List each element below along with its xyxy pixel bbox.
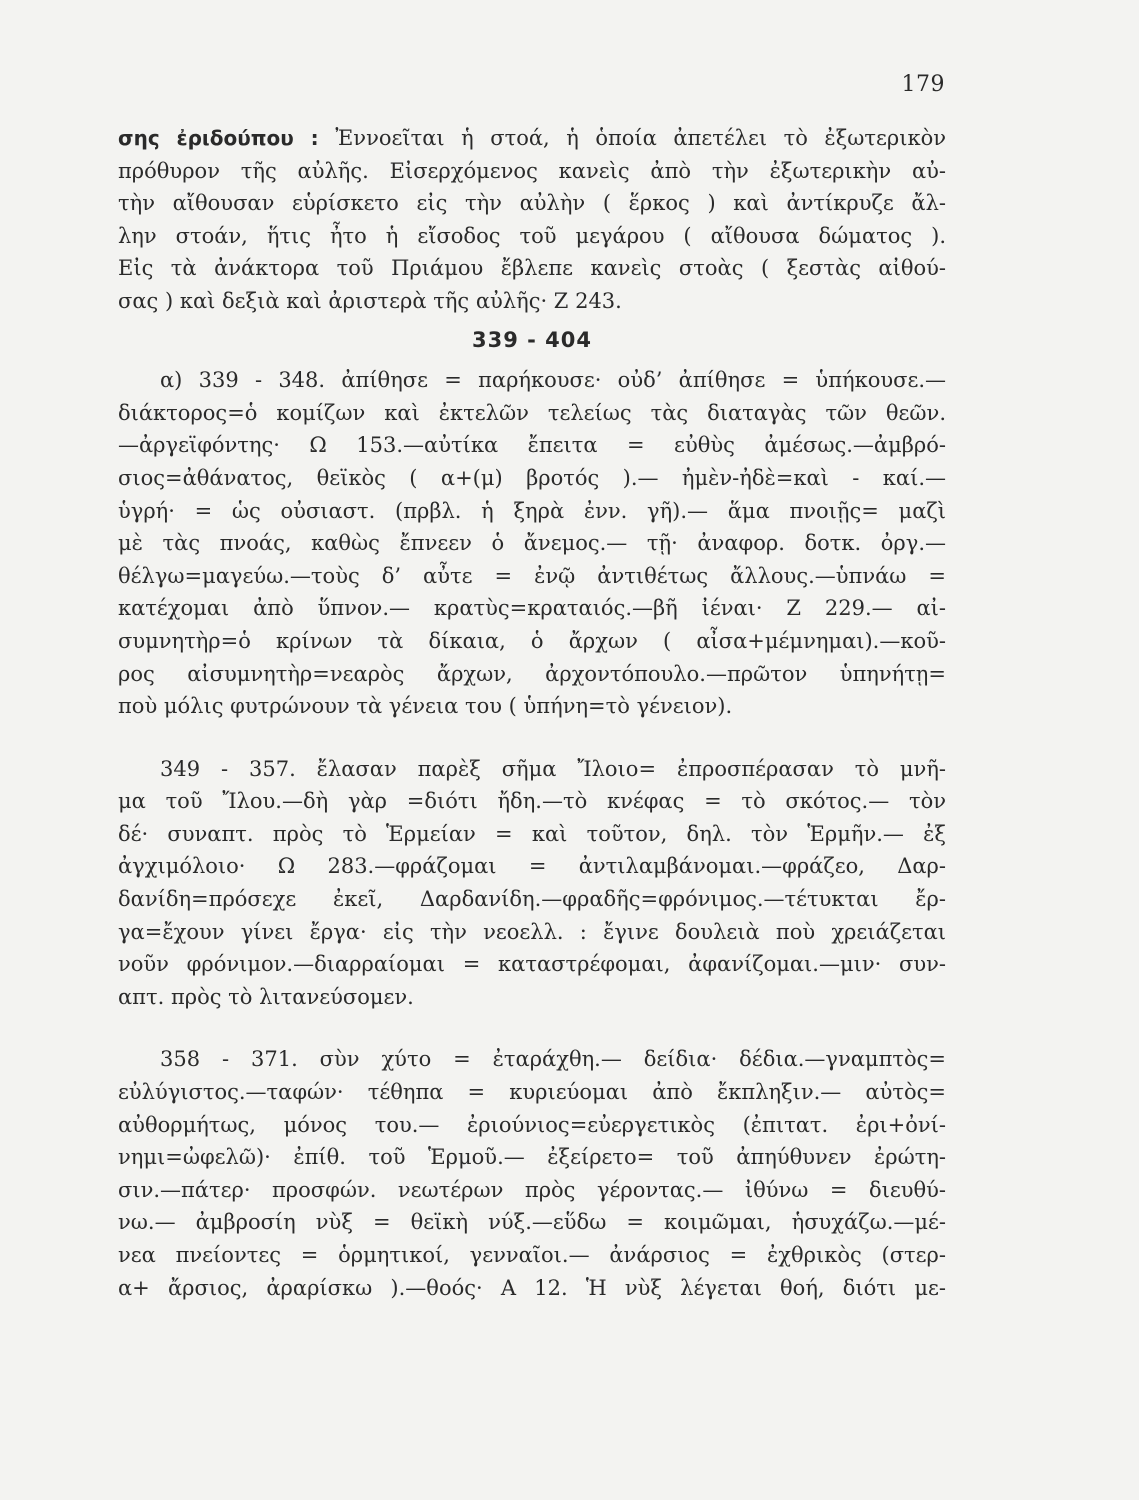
text-line: δανίδη=πρόσεχε ἐκεῖ, Δαρδανίδη.—φραδῆς=φρόνιμος.—τέτυκται ἔρ- <box>118 887 946 912</box>
line-text: σας ) καὶ δεξιὰ καὶ ἀριστερὰ τῆς αὐλῆς· Ζ 243. <box>118 288 622 313</box>
text-line: εὐλύγιστος.—ταφών· τέθηπα = κυριεύομαι ἀπὸ ἔκπληξιν.— αὐτὸς= <box>118 1080 946 1105</box>
text-line: μὲ τὰς πνοάς, καθὼς ἔπνεεν ὁ ἄνεμος.— τῇ· ἀναφορ. δοτκ. ὀργ.— <box>118 531 946 556</box>
line-text: πρόθυρον τῆς αὐλῆς. Εἰσερχόμενος κανεὶς ἀπὸ τὴν ἐξωτερικὴν αὐ- <box>118 158 946 183</box>
text-line: νημι=ὠφελῶ)· ἐπίθ. τοῦ Ἑρμοῦ.— ἐξείρετο= τοῦ ἀπηύθυνεν ἐρώτη- <box>118 1145 946 1170</box>
text-line <box>118 155 946 188</box>
line-text: Εἰς τὰ ἀνάκτορα τοῦ Πριάμου ἔβλεπε κανεὶς στοὰς ( ξεστὰς αἰθού- <box>118 256 946 281</box>
text-line <box>118 220 946 253</box>
line-text: λην στοάν, ἥτις ἦτο ἡ εἴσοδος τοῦ μεγάρου ( αἴθουσα δώματος ). <box>118 223 946 248</box>
text-line: σιος=ἀθάνατος, θεϊκὸς ( α+(μ) βροτός ).— ἠμὲν-ἠδὲ=καὶ - καί.— <box>118 465 946 490</box>
text-line: σιν.—πάτερ· προσφών. νεωτέρων πρὸς γέροντας.— ἰθύνω = διευθύ- <box>118 1177 946 1202</box>
text-line: 358 - 371. σὺν χύτο = ἐταράχθη.— δείδια· δέδια.—γναμπτὸς= <box>160 1047 946 1072</box>
paragraph-intro <box>118 122 946 318</box>
paragraph-358-371 <box>118 1043 946 1304</box>
line-text: Ἐννοεῖται ἡ στοά, ἡ ὁποία ἀπετέλει τὸ ἐξωτερικὸν <box>335 126 946 150</box>
page-number: 179 <box>901 72 945 97</box>
text-line: νοῦν φρόνιμον.—διαρραίομαι = καταστρέφομαι, ἀφανίζομαι.—μιν· συν- <box>118 952 946 977</box>
text-line: συμνητὴρ=ὁ κρίνων τὰ δίκαια, ὁ ἄρχων ( αἶσα+μέμνημαι).—κοῦ- <box>118 628 946 653</box>
text-line: α+ ἄρσιος, ἀραρίσκω ).—θοός· Α 12. Ἡ νὺξ λέγεται θοή, διότι με- <box>118 1275 946 1300</box>
text-line: απτ. πρὸς τὸ λιτανεύσομεν. <box>118 984 414 1009</box>
text-line: ὑγρή· = ὡς οὐσιαστ. (πρβλ. ἡ ξηρὰ ἐνν. γῆ).— ἅμα πνοιῇς= μαζὶ <box>118 498 946 523</box>
text-line: 349 - 357. ἔλασαν παρὲξ σῆμα Ἴλοιο= ἐπροσπέρασαν τὸ μνῆ- <box>160 756 946 781</box>
text-line: ποὺ μόλις φυτρώνουν τὰ γένεια του ( ὑπήνη=τὸ γένειον). <box>118 694 733 719</box>
text-line: νω.— ἀμβροσίη νὺξ = θεϊκὴ νύξ.—εὕδω = κοιμῶμαι, ἡσυχάζω.—μέ- <box>118 1210 946 1235</box>
text-line: κατέχομαι ἀπὸ ὕπνον.— κρατὺς=κραταιός.—βῆ ἰέναι· Ζ 229.— αἰ- <box>118 596 946 621</box>
text-line: μα τοῦ Ἴλου.—δὴ γὰρ =διότι ἤδη.—τὸ κνέφας = τὸ σκότος.— τὸν <box>118 789 946 814</box>
text-line: δέ· συναπτ. πρὸς τὸ Ἑρμείαν = καὶ τοῦτον, δηλ. τὸν Ἑρμῆν.— ἐξ <box>118 821 946 846</box>
paragraph-339-348 <box>118 364 946 723</box>
text-line: αὐθορμήτως, μόνος του.— ἐριούνιος=εὐεργετικὸς (ἐπιτατ. ἐρι+ὀνί- <box>118 1112 946 1137</box>
text-line <box>118 285 946 318</box>
text-line: νεα πνείοντες = ὁρμητικοί, γενναῖοι.— ἀνάρσιος = ἐχθρικὸς (στερ- <box>118 1243 946 1267</box>
text-line: διάκτορος=ὁ κομίζων καὶ ἐκτελῶν τελείως τὰς διαταγὰς τῶν θεῶν. <box>118 400 946 425</box>
text-line: —ἀργεϊφόντης· Ω 153.—αὐτίκα ἔπειτα = εὐθὺς ἀμέσως.—ἀμβρό- <box>118 433 946 458</box>
page-body <box>118 122 946 1304</box>
section-heading: 339 - 404 <box>471 327 592 352</box>
lemma: σης ἐριδούπου : <box>118 126 336 150</box>
text-line: θέλγω=μαγεύω.—τοὺς δ’ αὖτε = ἐνῷ ἀντιθέτως ἄλλους.—ὑπνάω = <box>118 563 946 588</box>
line-text: τὴν αἴθουσαν εὑρίσκετο εἰς τὴν αὐλὴν ( ἕρκος ) καὶ ἀντίκρυζε ἄλ- <box>118 191 946 216</box>
paragraph-349-357 <box>118 753 946 1014</box>
text-line <box>118 187 946 220</box>
text-line: ρος αἰσυμνητὴρ=νεαρὸς ἄρχων, ἀρχοντόπουλο.—πρῶτον ὑπηνήτῃ= <box>118 661 946 686</box>
text-line: γα=ἔχουν γίνει ἔργα· εἰς τὴν νεοελλ. : ἔγινε δουλειὰ ποὺ χρειάζεται <box>118 919 946 944</box>
text-line: ἀγχιμόλοιο· Ω 283.—φράζομαι = ἀντιλαμβάνομαι.—φράζεο, Δαρ- <box>118 854 946 879</box>
text-line: α) 339 - 348. ἀπίθησε = παρήκουσε· οὐδ’ ἀπίθησε = ὑπήκουσε.— <box>160 368 946 393</box>
text-line <box>118 252 946 285</box>
text-line <box>118 122 946 155</box>
